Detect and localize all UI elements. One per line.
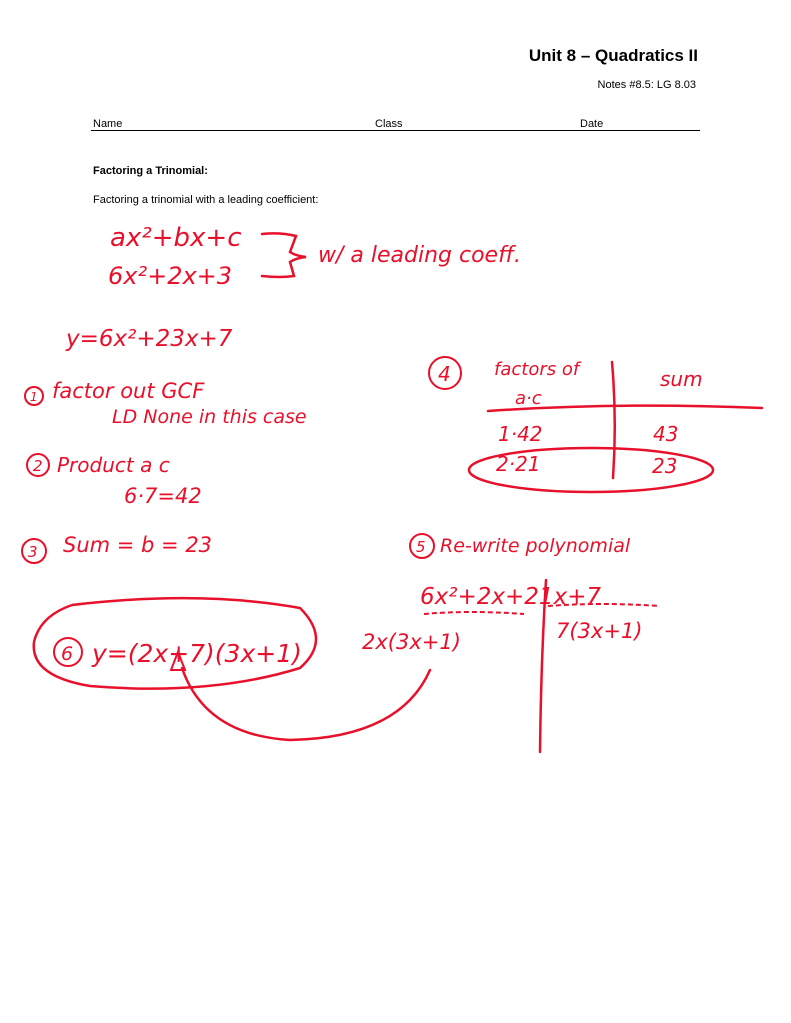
worksheet-title: Unit 8 – Quadratics II <box>528 46 698 65</box>
table-header-rule <box>488 406 762 411</box>
step-number-4: 4 <box>438 362 451 386</box>
table-row-2-factors: 2·21 <box>496 452 541 476</box>
step6-text: y=(2x+7)(3x+1) <box>92 639 302 668</box>
name-field-label: Name <box>93 118 123 130</box>
step-marker-1 <box>25 387 43 405</box>
step-number-1: 1 <box>30 390 38 404</box>
step5-expanded-text: 6x²+2x+21x+7 <box>420 584 602 610</box>
step3-text: Sum = b = 23 <box>63 533 213 557</box>
class-field-label: Class <box>375 118 403 130</box>
step1-text: factor out GCF <box>52 379 205 403</box>
underline-right <box>548 604 660 606</box>
example-form-text: 6x²+2x+3 <box>108 262 233 290</box>
step-number-3: 3 <box>28 543 38 561</box>
table-column-divider <box>612 362 615 478</box>
step-number-6: 6 <box>61 643 74 665</box>
table-header-ac: a·c <box>515 388 542 409</box>
step-number-2: 2 <box>33 457 43 475</box>
section-heading: Factoring a Trinomial: <box>93 165 208 177</box>
step-marker-3 <box>22 539 46 563</box>
brace-note-text: w/ a leading coeff. <box>318 243 521 268</box>
header-field-line <box>91 130 700 131</box>
connecting-arrow <box>182 668 430 740</box>
table-header-factors: factors of <box>494 359 580 380</box>
answer-circle <box>34 598 316 688</box>
equation-text: y=6x²+23x+7 <box>66 326 233 352</box>
table-header-sum: sum <box>660 367 703 391</box>
step-marker-6 <box>54 638 82 666</box>
intro-text: Factoring a trinomial with a leading coefficient: <box>93 194 319 206</box>
step-marker-2 <box>27 454 49 476</box>
split-divider <box>540 580 546 752</box>
step5-left-text: 2x(3x+1) <box>362 630 461 654</box>
selected-row-circle <box>469 448 713 492</box>
table-row-1-factors: 1·42 <box>498 422 543 446</box>
date-field-label: Date <box>580 118 604 130</box>
step-marker-5 <box>410 534 434 558</box>
arrow-head <box>171 652 185 670</box>
brace-mark <box>262 233 306 277</box>
step5-text: Re-write polynomial <box>440 535 631 557</box>
general-form-text: ax²+bx+c <box>110 223 242 253</box>
step2-calc-text: 6·7=42 <box>124 484 202 508</box>
underline-left <box>424 612 524 614</box>
step5-right-text: 7(3x+1) <box>556 619 643 643</box>
step-marker-4 <box>429 357 461 389</box>
step-number-5: 5 <box>416 538 426 556</box>
notes-label: Notes #8.5: LG 8.03 <box>597 79 696 91</box>
step2-text: Product a c <box>57 453 170 477</box>
table-row-1-sum: 43 <box>653 422 679 446</box>
table-row-2-sum: 23 <box>652 454 678 478</box>
step1-note-text: LD None in this case <box>112 406 307 428</box>
